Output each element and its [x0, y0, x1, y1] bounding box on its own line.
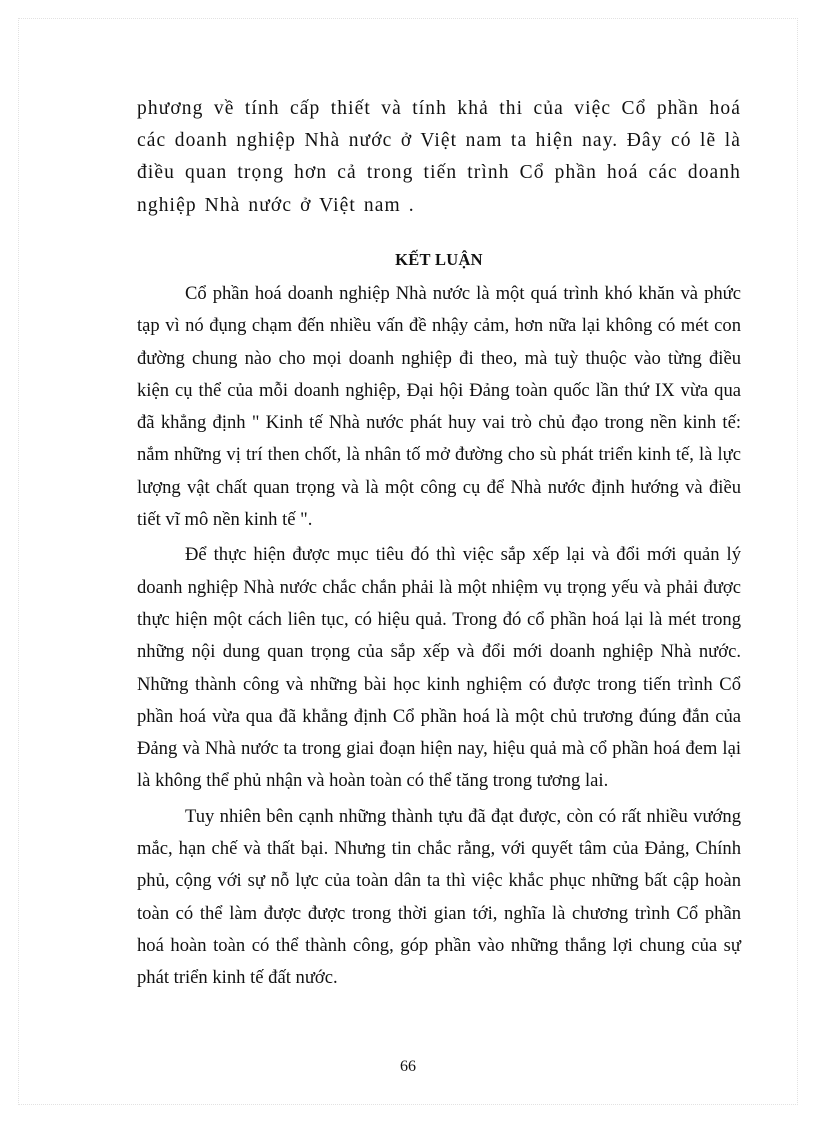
section-heading: KẾT LUẬN — [395, 250, 483, 269]
conclusion-paragraph-3: Tuy nhiên bên cạnh những thành tựu đã đạt được, còn có rất nhiều vướng mắc, hạn chế và thất bại. Nhưng tin chắc rằng, với quyết tâm của Đảng, Chính phủ, cộng với sự nỗ lực của toàn dân ta thì việc khắc phục những bất cập hoàn toàn có thể làm được được trong thời gian tới, nghĩa là chương trình Cổ phần hoá hoàn toàn có thể thành công, góp phần vào những thắng lợi chung của sự phát triển kinh tế đất nước. — [137, 805, 741, 989]
page-number: 66 — [400, 1058, 416, 1075]
intro-paragraph: phương về tính cấp thiết và tính khả thi của việc Cổ phần hoá các doanh nghiệp Nhà nước ở Việt nam ta hiện nay. Đây có lẽ là điều quan trọng hơn cả trong tiến trình Cổ phần hoá các doanh nghiệp Nhà nước ở Việt nam . — [137, 98, 741, 216]
conclusion-paragraph-1: Cổ phần hoá doanh nghiệp Nhà nước là một quá trình khó khăn và phức tạp vì nó đụng chạm đến nhiều vấn đề nhậy cảm, hơn nữa lại không có mét con đường chung nào cho mọi doanh nghiệp đi theo, mà tuỳ thuộc vào từng điều kiện cụ thể của mỗi doanh nghiệp, Đại hội Đảng toàn quốc lần thứ IX vừa qua đã khẳng định " Kinh tế Nhà nước phát huy vai trò chủ đạo trong nền kinh tế: nắm những vị trí then chốt, là nhân tố mở đường cho sù phát triển kinh tế, là lực lượng vật chất quan trọng và là một công cụ để Nhà nước định hướng và điều tiết vĩ mô nền kinh tế ". — [137, 283, 741, 531]
conclusion-paragraph-2: Để thực hiện được mục tiêu đó thì việc sắp xếp lại và đổi mới quản lý doanh nghiệp Nhà nước chắc chắn phải là một nhiệm vụ trọng yếu và phải được thực hiện một cách liên tục, có hiệu quả. Trong đó cổ phần hoá lại là mét trong những nội dung quan trọng của sắp xếp và đổi mới doanh nghiệp Nhà nước. Những thành công và những bài học kinh nghiệm có được trong tiến trình Cổ phần hoá vừa qua đã khẳng định Cổ phần hoá là một chủ trương đúng đắn của Đảng và Nhà nước ta trong giai đoạn hiện nay, hiệu quả mà cổ phần hoá đem lại là không thể phủ nhận và hoàn toàn có thể tăng trong tương lai. — [137, 544, 741, 792]
conclusion-body — [137, 278, 741, 998]
